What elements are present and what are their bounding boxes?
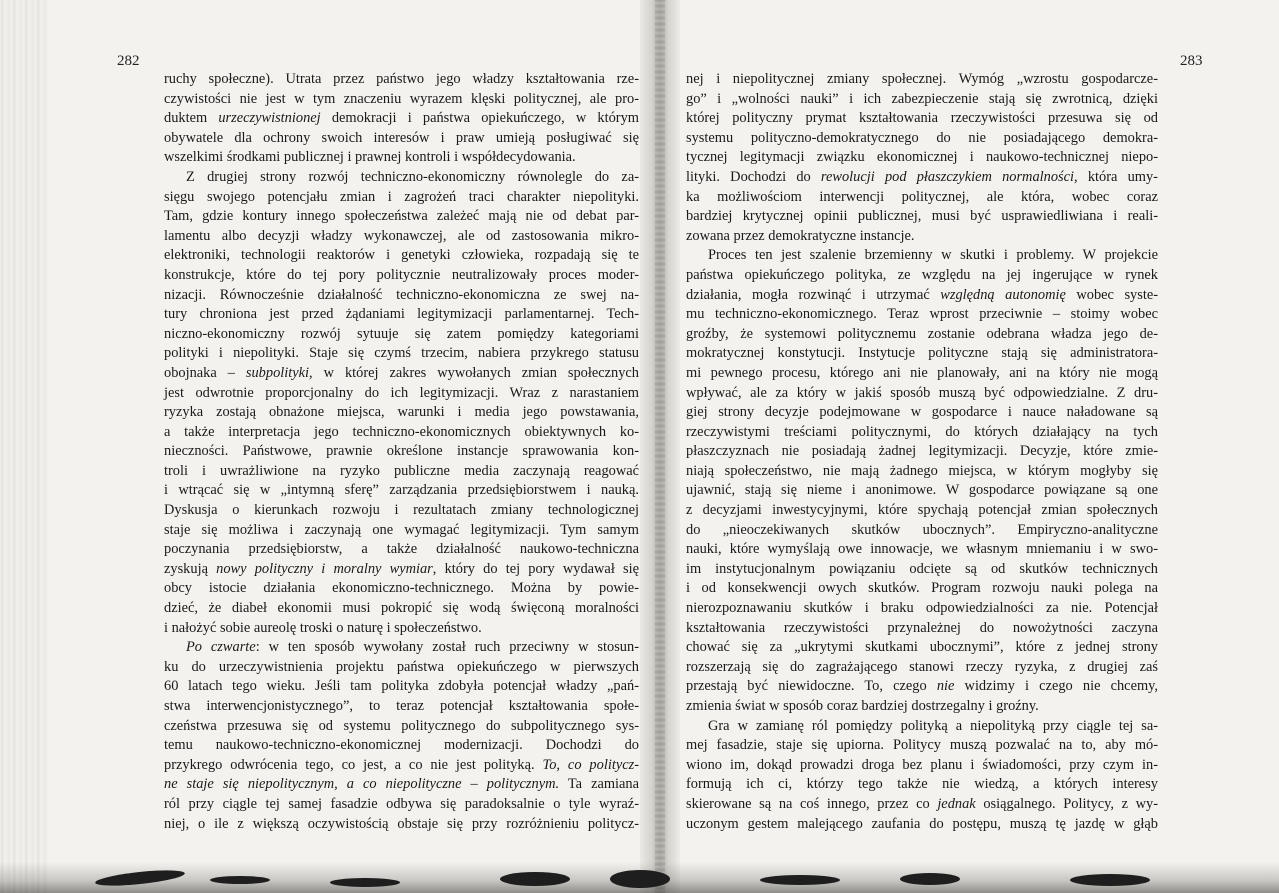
text-line: niej, o ile z większą oczywistością obstaje się przy rozróżnieniu politycz- bbox=[164, 815, 639, 832]
text-line: chować się za „ukrytymi skutkami ubocznymi”, które z jednej strony bbox=[686, 639, 1158, 656]
text-line: Gra w zamianę ról pomiędzy polityką a niepolityką przy ciągle tej sa- bbox=[708, 717, 1158, 734]
text-line: mej fasadzie, staje się upiorna. Politycy muszą pozwalać na to, aby mó- bbox=[686, 737, 1158, 754]
text-line: kształtowania rzeczywistości przynależnej do nowożytności zaczyna bbox=[686, 619, 1158, 636]
text-line: jest odwrotnie proporcjonalny do ich legitymizacji. Wraz z narastaniem bbox=[164, 384, 639, 401]
text-run: widzimy i czego nie chcemy, bbox=[954, 678, 1159, 695]
emphasis-run: rewolucji pod płaszczykiem normalności bbox=[820, 168, 1075, 185]
text-line: mi pewnego procesu, którego ani nie planowały, ani na który nie mogą bbox=[686, 364, 1158, 381]
emphasis-run: ne staje się niepolitycznym, a co niepolityczne – politycznym. bbox=[164, 776, 560, 793]
text-line: Proces ten jest szalenie brzemienny w skutki i problemy. W projekcie bbox=[708, 247, 1158, 264]
text-line bbox=[686, 795, 1158, 815]
text-line: ryzyka zostają obnażone miejsca, warunki i media jego powstawania, bbox=[164, 404, 639, 421]
text-line bbox=[164, 638, 639, 658]
text-line: nierozpoznawaniu skutków i braku odpowiedzialności za nie. Potencjał bbox=[686, 600, 1158, 617]
text-run: skierowane są na coś innego, przez co bbox=[686, 795, 938, 812]
text-line: ruchy społeczne). Utrata przez państwo jego władzy kształtowania rze- bbox=[164, 71, 639, 87]
text-line: wiono im, dokąd prowadzi droga bez planu i świadomości, przy czym in- bbox=[686, 756, 1158, 773]
emphasis-run: nowy polityczny i moralny wymiar bbox=[216, 560, 433, 577]
text-line: czywistości nie jest w tym znaczeniu wyrazem klęski politycznej, ale pro- bbox=[164, 90, 639, 107]
text-line: z decyzjami inwestycyjnymi, które spychają potencjał zmian społecznych bbox=[686, 502, 1158, 519]
text-line bbox=[686, 677, 1158, 697]
right-page-number: 283 bbox=[1180, 53, 1203, 69]
emphasis-run: To, co politycz- bbox=[542, 756, 639, 773]
text-line: obywatele dla ochrony swoich interesów i praw umieją posługiwać się bbox=[164, 129, 639, 146]
gutter-shadow bbox=[655, 0, 665, 893]
scan-blot bbox=[330, 878, 400, 887]
text-line: obcy istocie działania ekonomiczno-technicznego. Można by powie- bbox=[164, 580, 639, 597]
left-page-text bbox=[164, 70, 639, 834]
text-line: państwa opiekuńczego polityka, ze względu na jej ingerujące w rynek bbox=[686, 266, 1158, 283]
text-line: polityki i niepolityki. Staje się czymś trzecim, nabiera przykrego statusu bbox=[164, 345, 639, 362]
text-line: ka możliwościom interwencji politycznej, ale która, wobec coraz bbox=[686, 188, 1158, 205]
text-line bbox=[164, 775, 639, 795]
text-line: dzieć, że diabeł ekonomii musi pokropić się wodą święconą moralności bbox=[164, 600, 639, 617]
text-line: bardziej krytycznej opinii publicznej, musi być usprawiedliwiana i reali- bbox=[686, 208, 1158, 225]
text-line: niają społeczeństwo, nie mają żadnego miejsca, w którym mogłyby się bbox=[686, 462, 1158, 479]
emphasis-run: względną autonomię bbox=[940, 286, 1066, 303]
text-line: nej i niepolitycznej zmiany społecznej. Wymóg „wzrostu gospodarcze- bbox=[686, 71, 1158, 87]
text-line bbox=[686, 168, 1158, 188]
text-line: i od konsekwencji owych skutków. Program rozwoju nauki polega na bbox=[686, 580, 1158, 597]
text-line: temu naukowo-techniczno-ekonomicznej modernizacji. Dochodzi do bbox=[164, 737, 639, 754]
text-line: poczynania przedsiębiorstw, a także działalność naukowo-techniczna bbox=[164, 541, 639, 558]
text-line: im instytucjonalnym powiązaniu odcięte są od skutków technicznych bbox=[686, 560, 1158, 577]
text-run: , która umy- bbox=[1074, 168, 1158, 185]
text-line: giej strony decyzje podejmowane w gospodarce i nauce naładowane są bbox=[686, 404, 1158, 421]
text-line: czeństwa przesuwa się od systemu politycznego do subpolitycznego sys- bbox=[164, 717, 639, 734]
emphasis-run: Po czwarte bbox=[186, 639, 256, 656]
left-page-number: 282 bbox=[117, 53, 140, 69]
scan-blot bbox=[610, 870, 670, 888]
text-line: uczonym gestem malejącego zaufania do postępu, muszą tę jazdę w głąb bbox=[686, 815, 1158, 832]
text-run: demokracji i państwa opiekuńczego, w którym bbox=[320, 110, 639, 127]
text-line: 60 latach tego wieku. Jeśli tam polityka zdobyła potencjał władzy „pań- bbox=[164, 678, 639, 695]
text-line bbox=[686, 286, 1158, 306]
text-line: Dyskusja o kierunkach rozwoju i rezultatach zmiany technologicznej bbox=[164, 502, 639, 519]
text-line: ról przy ciągle tej samej fasadzie odbywa się paradoksalnie o tyle wyraź- bbox=[164, 795, 639, 812]
text-line: rzeczywistymi treściami politycznymi, do których działający na tych bbox=[686, 423, 1158, 440]
emphasis-run: nie bbox=[936, 678, 955, 695]
emphasis-run: jednak bbox=[937, 795, 976, 812]
text-line bbox=[164, 364, 639, 384]
text-run: działania, mogła rozwinąć i utrzymać bbox=[686, 286, 941, 303]
text-run: Ta zamiana bbox=[559, 776, 640, 793]
emphasis-run: urzeczywistnionej bbox=[218, 110, 321, 127]
text-run: osiągalnego. Politycy, z wy- bbox=[975, 795, 1158, 812]
text-run: zyskują bbox=[164, 560, 217, 577]
text-line bbox=[164, 756, 639, 776]
text-line: systemu polityczno-demokratycznego do nie posiadającego demokra- bbox=[686, 129, 1158, 146]
scan-blot bbox=[760, 875, 840, 885]
text-line: tury chroniona jest przed żądaniami legitymizacji parlamentarnej. Tech- bbox=[164, 306, 639, 323]
text-line: wpływać, ale za który w jakiś sposób muszą być odpowiedzialne. Z dru- bbox=[686, 384, 1158, 401]
text-line: i wtrącać się w „intymną sferę” zarządzania przedsiębiorstwem i nauką. bbox=[164, 482, 639, 499]
text-line: nauki, które wymyślają owe innowacje, we własnym mniemaniu i w swo- bbox=[686, 541, 1158, 558]
text-line: formują ich ci, którzy tego także nie wiedzą, a których interesy bbox=[686, 776, 1158, 793]
text-line: płaszczyznach nie posiadają żadnej legitymizacji. Decyzje, które zmie- bbox=[686, 443, 1158, 460]
text-line: której polityczny prymat kształtowania rzeczywistości przesuwa się od bbox=[686, 110, 1158, 127]
text-line: zmienia świat w sposób coraz bardziej dostrzegalny i groźny. bbox=[686, 698, 1039, 714]
text-line bbox=[164, 560, 639, 580]
text-line: Tam, gdzie kontury innego społeczeństwa zależeć mają nie od debat par- bbox=[164, 208, 639, 225]
text-run: obojnaka – bbox=[164, 364, 246, 381]
emphasis-run: subpolityki bbox=[245, 364, 310, 381]
text-line: zowana przez demokratyczne instancje. bbox=[686, 227, 915, 244]
text-line: ujawnić, stają się nieme i anonimowe. W gospodarce powiązane są one bbox=[686, 482, 1158, 499]
text-run: przykrego odwrócenia tego, co jest, a co nie jest polityką. bbox=[164, 756, 543, 773]
text-run: , który do tej pory wydawał się bbox=[432, 560, 639, 577]
scan-blot bbox=[210, 876, 270, 884]
text-run: lityki. Dochodzi do bbox=[686, 168, 821, 185]
text-run: przestają być niewidoczne. To, czego bbox=[686, 678, 937, 695]
text-line: nizacji. Równocześnie działalność techniczno-ekonomiczna ze swej na- bbox=[164, 286, 639, 303]
scan-blot bbox=[900, 873, 960, 885]
right-page-text bbox=[686, 70, 1158, 834]
text-line: i nałożyć sobie aureolę troski o naturę i społeczeństwo. bbox=[164, 619, 482, 636]
text-run: duktem bbox=[164, 110, 219, 127]
text-line: niczno-ekonomiczny rozwój sytuuje się zatem pomiędzy kategoriami bbox=[164, 325, 639, 342]
text-line bbox=[164, 109, 639, 129]
text-line: Z drugiej strony rozwój techniczno-ekonomiczny równolegle do za- bbox=[186, 168, 639, 185]
text-line: troli i uwrażliwione na ryzyko publiczne media zaczynają reagować bbox=[164, 462, 639, 479]
text-line: ku do urzeczywistnienia projektu państwa opiekuńczego w pierwszych bbox=[164, 658, 639, 675]
text-line: staje się możliwa i zaczynają one wymagać legitymizacji. Tym samym bbox=[164, 521, 639, 538]
scan-blot bbox=[1070, 874, 1150, 886]
text-line: mu techniczno-ekonomicznego. Teraz wprost przeciwnie – stoimy wobec bbox=[686, 306, 1158, 323]
text-run: : w ten sposób wywołany został ruch przeciwny w stosun- bbox=[255, 639, 639, 656]
text-line: lamentu albo decyzji władzy wykonawczej, ale od zastosowania mikro- bbox=[164, 227, 639, 244]
scan-blot bbox=[500, 872, 570, 886]
text-line: stwa interwencjonistycznego”, to teraz potencjał kształtowania społe- bbox=[164, 698, 639, 714]
text-line: elektroniki, technologii reaktorów i genetyki człowieka, rozpadają się te bbox=[164, 247, 639, 264]
text-line: wszelkimi środkami publicznej i prawnej kontroli i współdecydowania. bbox=[164, 149, 576, 166]
text-line: a także interpretacja jego techniczno-ekonomicznych obiektywnych ko- bbox=[164, 423, 639, 440]
text-line: sięgu swojego potencjału zmian i zagrożeń traci charakter niepolityki. bbox=[164, 188, 639, 205]
text-line: go” i „wolności nauki” i ich zabezpieczenie stają się zwrotnicą, dzięki bbox=[686, 90, 1158, 107]
text-line: tycznej legitymacji związku ekonomicznej i naukowo-technicznej niepo- bbox=[686, 149, 1158, 166]
text-line: rozszerzają się do zagrażającego stanowi rzeczy ryzyka, z drugiej zaś bbox=[686, 658, 1158, 675]
text-run: wobec syste- bbox=[1065, 286, 1159, 303]
text-line: konstrukcje, które do tej pory politycznie neutralizowały proces moder- bbox=[164, 266, 639, 283]
left-page-edge-shadow bbox=[0, 0, 48, 893]
text-line: do „nieoczekiwanych skutków ubocznych”. Empiryczno-analityczne bbox=[686, 521, 1158, 538]
text-run: , w której zakres wywołanych zmian społecznych bbox=[309, 364, 639, 381]
text-line: nieczności. Państwowe, prawnie określone instancje sprawowania kon- bbox=[164, 443, 639, 460]
text-line: groźby, że systemowi politycznemu zostanie odebrana władza jego de- bbox=[686, 325, 1158, 342]
text-line: mokratycznej konstytucji. Instytucje polityczne stają się administratora- bbox=[686, 345, 1158, 362]
